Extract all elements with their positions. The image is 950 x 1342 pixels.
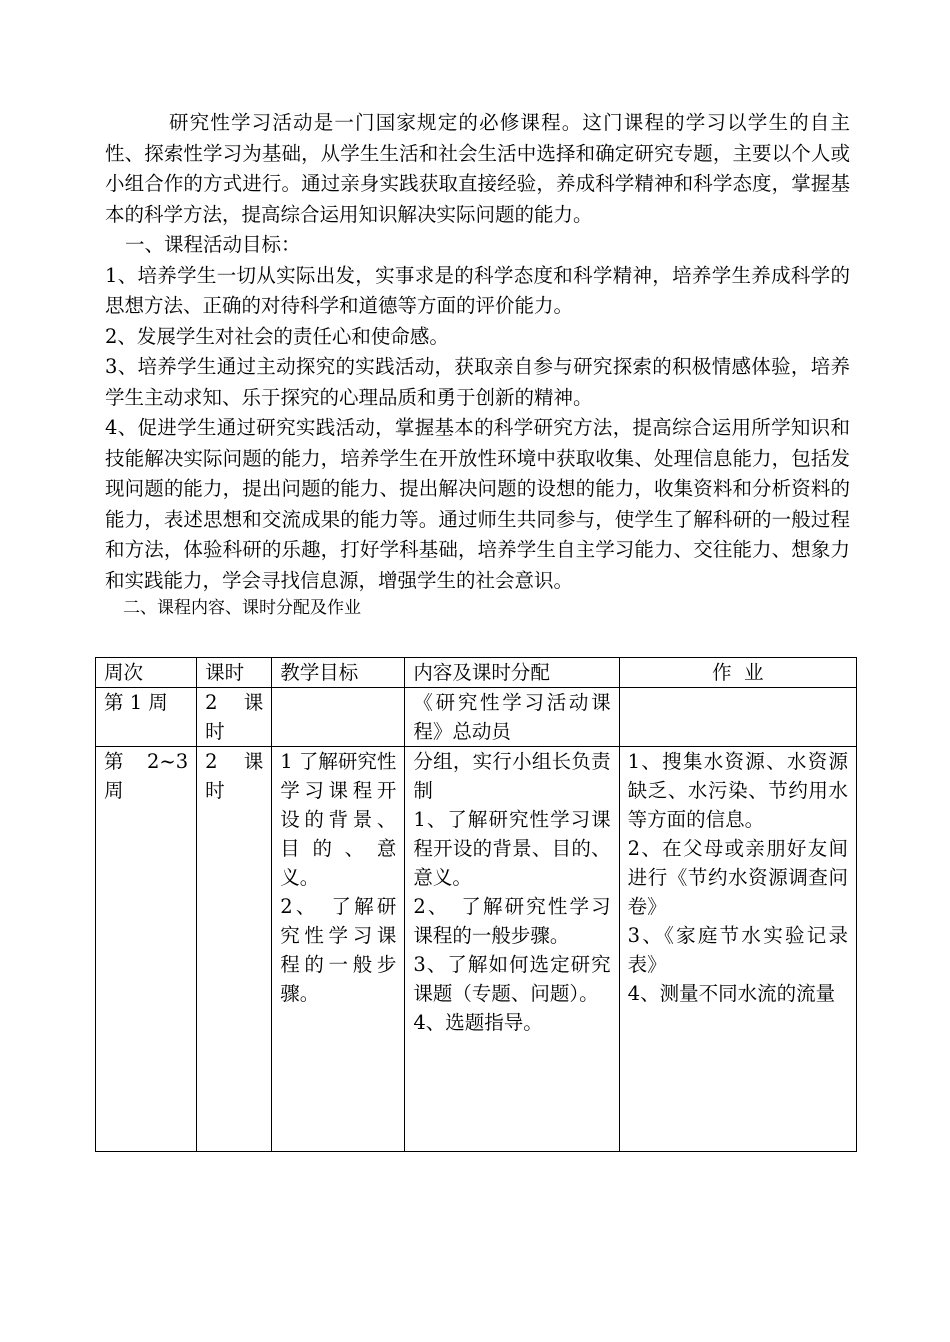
cell-week: 第 2~3 周 xyxy=(96,747,197,1152)
header-hours: 课时 xyxy=(197,658,272,688)
cell-week: 第 1 周 xyxy=(96,688,197,747)
table-row xyxy=(96,747,857,1152)
cell-hours: 2 课时 xyxy=(197,688,272,747)
cell-homework: 1、搜集水资源、水资源缺乏、水污染、节约用水等方面的信息。 2、在父母或亲朋好友间进行《节约水资源调查问卷》 3、《家庭节水实验记录表》 4、测量不同水流的流量 xyxy=(619,747,856,1152)
goal-item-1: 1、培养学生一切从实际出发，实事求是的科学态度和科学精神，培养学生养成科学的思想方法、正确的对待科学和道德等方面的评价能力。 xyxy=(105,263,850,317)
cell-content: 分组，实行小组长负责制 1、了解研究性学习课程开设的背景、目的、意义。 2、 了解研究性学习课程的一般步骤。 3、了解如何选定研究课题（专题、问题）。 4、选题指导。 xyxy=(405,747,619,1152)
course-schedule-table xyxy=(95,657,857,1152)
cell-content: 《研究性学习活动课程》总动员 xyxy=(405,688,619,747)
header-goal: 教学目标 xyxy=(272,658,405,688)
intro-paragraph: 研究性学习活动是一门国家规定的必修课程。这门课程的学习以学生的自主性、探索性学习为基础，从学生生活和社会生活中选择和确定研究专题，主要以个人或小组合作的方式进行。通过亲身实践获取直接经验，养成科学精神和科学态度，掌握基本的科学方法，提高综合运用知识解决实际问题的能力。 xyxy=(105,111,850,226)
cell-hours: 2 课时 xyxy=(197,747,272,1152)
table-row xyxy=(96,688,857,747)
header-content: 内容及课时分配 xyxy=(405,658,619,688)
cell-goal: 1 了解研究性学习课程开设的背景、目的、意义。 2、 了解研究性学习课程的一般步骤。 xyxy=(272,747,405,1152)
header-week: 周次 xyxy=(96,658,197,688)
goal-item-3: 3、培养学生通过主动探究的实践活动，获取亲自参与研究探索的积极情感体验，培养学生主动求知、乐于探究的心理品质和勇于创新的精神。 xyxy=(105,355,850,409)
header-homework: 作 业 xyxy=(619,658,856,688)
table-header-row xyxy=(96,658,857,688)
section-heading-goals: 一、课程活动目标： xyxy=(125,233,301,256)
document-body xyxy=(105,108,850,620)
cell-homework xyxy=(619,688,856,747)
cell-goal xyxy=(272,688,405,747)
goal-item-4: 4、促进学生通过研究实践活动，掌握基本的科学研究方法，提高综合运用所学知识和技能解决实际问题的能力，培养学生在开放性环境中获取收集、处理信息能力，包括发现问题的能力，提出问题的能力、提出解决问题的设想的能力，收集资料和分析资料的能力，表述思想和交流成果的能力等。通过师生共同参与，使学生了解科研的一般过程和方法，体验科研的乐趣，打好学科基础，培养学生自主学习能力、交往能力、想象力和实践能力，学会寻找信息源，增强学生的社会意识。 xyxy=(105,416,850,592)
goal-item-2: 2、发展学生对社会的责任心和使命感。 xyxy=(105,324,449,348)
section-heading-content: 二、课程内容、课时分配及作业 xyxy=(123,598,361,618)
